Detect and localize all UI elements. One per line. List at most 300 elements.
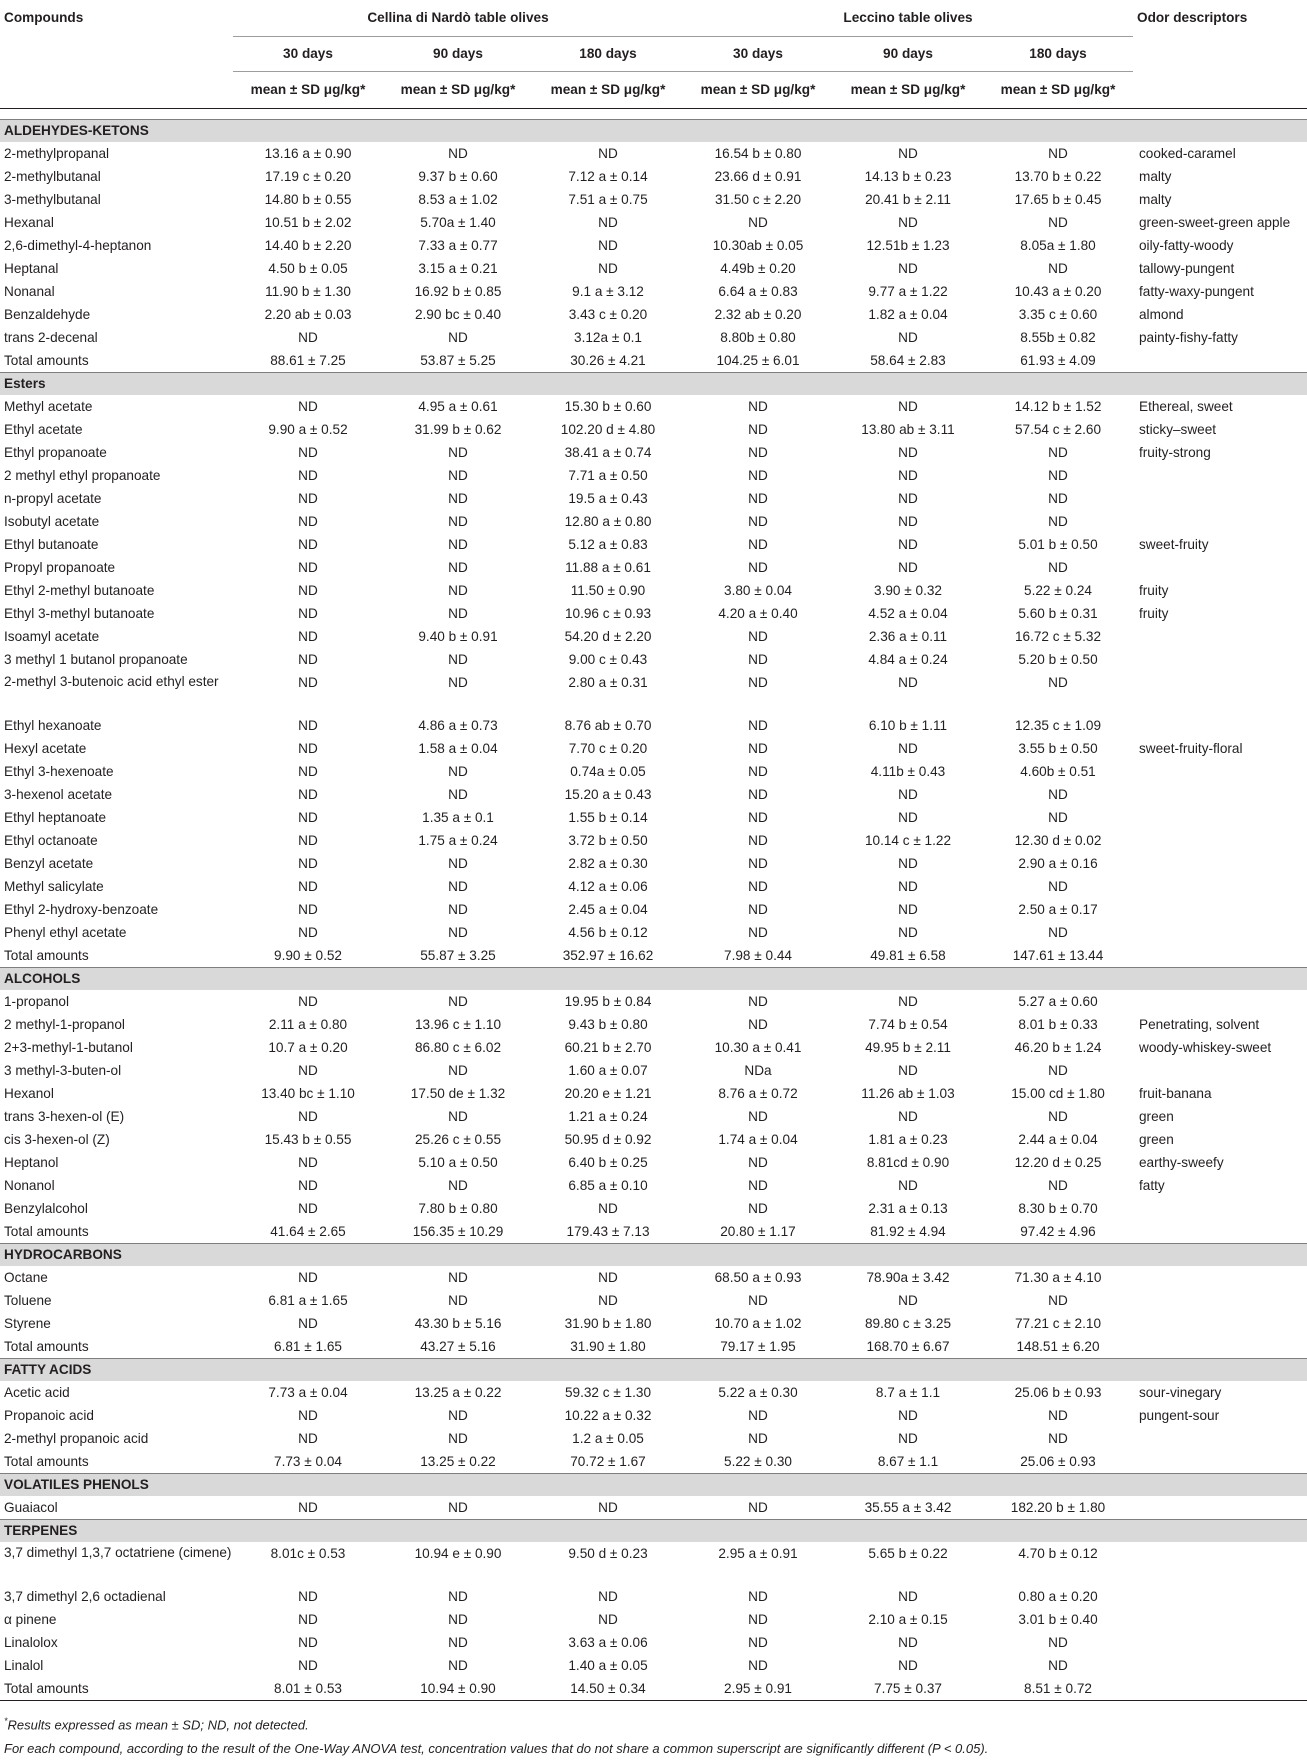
value-cell: 11.50 ± 0.90	[570, 583, 646, 598]
compound-name: Acetic acid	[4, 1385, 70, 1400]
value-cell: ND	[748, 741, 768, 756]
value-cell: 7.73 ± 0.04	[274, 1454, 342, 1469]
value-cell: ND	[298, 629, 318, 644]
value-cell: ND	[298, 741, 318, 756]
value-cell: ND	[748, 514, 768, 529]
header-spacer	[0, 109, 1307, 120]
odor-descriptor: painty-fishy-fatty	[1139, 330, 1238, 345]
value-cell: ND	[748, 399, 768, 414]
value-cell: ND	[748, 1589, 768, 1604]
value-cell: 7.70 c ± 0.20	[568, 741, 648, 756]
header-days: 30 days	[683, 37, 833, 72]
value-cell: ND	[898, 215, 918, 230]
value-cell: ND	[298, 675, 318, 690]
compound-name: 2 methyl-1-propanol	[4, 1017, 125, 1032]
table-row	[0, 303, 1307, 326]
compound-name: Ethyl 3-methyl butanoate	[4, 606, 155, 621]
value-cell: 147.61 ± 13.44	[1012, 948, 1104, 963]
value-cell: ND	[748, 560, 768, 575]
value-cell: 86.80 c ± 6.02	[414, 1040, 502, 1055]
odor-descriptor	[1133, 829, 1307, 852]
value-cell: 7.74 b ± 0.54	[868, 1017, 948, 1032]
table-row	[0, 852, 1307, 875]
section-title: TERPENES	[0, 1520, 1307, 1543]
section-title: Esters	[0, 373, 1307, 396]
value-cell: ND	[1048, 925, 1068, 940]
value-cell: ND	[748, 718, 768, 733]
odor-descriptor	[1133, 1059, 1307, 1082]
value-cell: 6.10 b ± 1.11	[868, 718, 948, 733]
value-cell: ND	[748, 537, 768, 552]
value-cell: 4.50 b ± 0.05	[268, 261, 348, 276]
table-row	[0, 990, 1307, 1013]
compound-name: 3 methyl 1 butanol propanoate	[4, 652, 188, 667]
value-cell: 43.30 b ± 5.16	[414, 1316, 502, 1331]
value-cell: 38.41 a ± 0.74	[564, 445, 652, 460]
value-cell: ND	[898, 1408, 918, 1423]
section-header-row	[0, 968, 1307, 991]
value-cell: ND	[898, 741, 918, 756]
value-cell: 79.17 ± 1.95	[720, 1339, 796, 1354]
value-cell: ND	[898, 1589, 918, 1604]
value-cell: 71.30 a ± 4.10	[1014, 1270, 1102, 1285]
odor-descriptor	[1133, 1335, 1307, 1359]
value-cell: ND	[1048, 1178, 1068, 1193]
value-cell: 3.55 b ± 0.50	[1018, 741, 1098, 756]
odor-descriptor	[1133, 1608, 1307, 1631]
compound-name: Hexyl acetate	[4, 741, 87, 756]
value-cell: ND	[898, 261, 918, 276]
value-cell: ND	[298, 330, 318, 345]
value-cell: 25.06 b ± 0.93	[1014, 1385, 1102, 1400]
odor-descriptor: fruit-banana	[1139, 1086, 1212, 1101]
header-days: 90 days	[383, 37, 533, 72]
table-row	[0, 1335, 1307, 1359]
value-cell: ND	[448, 1635, 468, 1650]
odor-descriptor	[1133, 1496, 1307, 1520]
table-row	[0, 1450, 1307, 1474]
compound-name: 3-methylbutanal	[4, 192, 101, 207]
value-cell: ND	[748, 1017, 768, 1032]
value-cell: 1.82 a ± 0.04	[868, 307, 948, 322]
footnote-text: Results expressed as mean ± SD; ND, not detected.	[7, 1717, 309, 1733]
value-cell: 5.01 b ± 0.50	[1018, 537, 1098, 552]
value-cell: 4.11b ± 0.43	[870, 764, 946, 779]
compound-name: 2 methyl ethyl propanoate	[4, 468, 161, 483]
value-cell: ND	[898, 1178, 918, 1193]
value-cell: 10.30ab ± 0.05	[712, 238, 804, 253]
table-row	[0, 829, 1307, 852]
value-cell: ND	[748, 856, 768, 871]
odor-descriptor: oily-fatty-woody	[1139, 238, 1234, 253]
value-cell: 15.20 a ± 0.43	[564, 787, 652, 802]
header-empty	[0, 72, 233, 109]
value-cell: ND	[898, 445, 918, 460]
value-cell: 50.95 d ± 0.92	[564, 1132, 652, 1147]
value-cell: ND	[748, 445, 768, 460]
value-cell: 9.90 ± 0.52	[274, 948, 342, 963]
compound-name: 2-methylbutanal	[4, 169, 101, 184]
value-cell: ND	[298, 560, 318, 575]
table-row	[0, 1677, 1307, 1701]
section-title: VOLATILES PHENOLS	[0, 1474, 1307, 1497]
value-cell: 13.96 c ± 1.10	[414, 1017, 502, 1032]
header-days: 90 days	[833, 37, 983, 72]
value-cell: ND	[298, 810, 318, 825]
odor-descriptor: fruity	[1139, 583, 1169, 598]
value-cell: 49.95 b ± 2.11	[865, 1040, 951, 1055]
value-cell: 9.90 a ± 0.52	[268, 422, 348, 437]
table-row	[0, 1105, 1307, 1128]
section-title: ALDEHYDES-KETONS	[0, 120, 1307, 143]
value-cell: 20.20 e ± 1.21	[564, 1086, 652, 1101]
odor-descriptor	[1133, 852, 1307, 875]
value-cell: 15.00 cd ± 1.80	[1011, 1086, 1105, 1101]
value-cell: ND	[898, 925, 918, 940]
compound-name: 3 methyl-3-buten-ol	[4, 1063, 122, 1078]
table-row	[0, 602, 1307, 625]
table-row	[0, 349, 1307, 373]
value-cell: 16.72 c ± 5.32	[1014, 629, 1102, 644]
value-cell: 4.60b ± 0.51	[1020, 764, 1096, 779]
value-cell: ND	[748, 833, 768, 848]
value-cell: 88.61 ± 7.25	[270, 353, 346, 368]
compound-name: Ethyl acetate	[4, 422, 83, 437]
value-cell: ND	[448, 879, 468, 894]
compound-name: Total amounts	[4, 1454, 89, 1469]
value-cell: ND	[598, 238, 618, 253]
value-cell: 3.80 ± 0.04	[724, 583, 792, 598]
value-cell: ND	[748, 675, 768, 690]
value-cell: ND	[298, 1500, 318, 1515]
value-cell: 78.90a ± 3.42	[866, 1270, 950, 1285]
table-row	[0, 188, 1307, 211]
header-days: 30 days	[233, 37, 383, 72]
compound-name: Total amounts	[4, 353, 89, 368]
value-cell: 13.80 ab ± 3.11	[861, 422, 955, 437]
value-cell: ND	[298, 1178, 318, 1193]
value-cell: 9.00 c ± 0.43	[568, 652, 648, 667]
section-title: FATTY ACIDS	[0, 1359, 1307, 1382]
value-cell: NDa	[744, 1063, 772, 1078]
odor-descriptor	[1133, 648, 1307, 671]
value-cell: 23.66 d ± 0.91	[714, 169, 802, 184]
table-row	[0, 714, 1307, 737]
value-cell: 53.87 ± 5.25	[420, 353, 496, 368]
value-cell: ND	[448, 856, 468, 871]
odor-descriptor	[1133, 875, 1307, 898]
value-cell: ND	[448, 1109, 468, 1124]
value-cell: ND	[448, 1431, 468, 1446]
value-cell: ND	[448, 1612, 468, 1627]
compound-name: Linalolox	[4, 1635, 58, 1650]
value-cell: 8.51 ± 0.72	[983, 1677, 1133, 1701]
value-cell: ND	[1048, 1109, 1068, 1124]
value-cell: ND	[898, 856, 918, 871]
value-cell: ND	[448, 514, 468, 529]
table-row	[0, 1266, 1307, 1289]
odor-descriptor: Penetrating, solvent	[1139, 1017, 1260, 1032]
value-cell: 3.01 b ± 0.40	[1018, 1612, 1098, 1627]
value-cell: ND	[1048, 1431, 1068, 1446]
value-cell: 5.65 b ± 0.22	[868, 1546, 948, 1561]
table-row	[0, 1542, 1307, 1585]
footnote-text: For each compound, according to the result of the One-Way ANOVA test, concentration values that do not share a common superscript are significantly different (P < 0.05).	[4, 1741, 989, 1757]
value-cell: 6.81 a ± 1.65	[268, 1293, 348, 1308]
odor-descriptor: fruity	[1139, 606, 1169, 621]
value-cell: ND	[898, 468, 918, 483]
value-cell: 8.30 b ± 0.70	[1018, 1201, 1098, 1216]
value-cell: ND	[898, 1109, 918, 1124]
table-row	[0, 1013, 1307, 1036]
compound-name: Ethyl heptanoate	[4, 810, 107, 825]
value-cell: ND	[448, 1063, 468, 1078]
value-cell: ND	[298, 718, 318, 733]
value-cell: 1.35 a ± 0.1	[422, 810, 494, 825]
compound-name: Total amounts	[4, 1339, 89, 1354]
table-row	[0, 1631, 1307, 1654]
value-cell: 7.80 b ± 0.80	[418, 1201, 498, 1216]
value-cell: 3.12a ± 0.1	[574, 330, 642, 345]
table-row	[0, 234, 1307, 257]
value-cell: 16.54 b ± 0.80	[714, 146, 802, 161]
compound-name: 2-methyl 3-butenoic acid ethyl ester	[4, 674, 219, 689]
value-cell: 11.26 ab ± 1.03	[861, 1086, 955, 1101]
header-empty	[1133, 72, 1307, 109]
table-row	[0, 579, 1307, 602]
compound-name: Ethyl butanoate	[4, 537, 99, 552]
compound-name: 2,6-dimethyl-4-heptanon	[4, 238, 152, 253]
value-cell: ND	[298, 1063, 318, 1078]
compound-name: 3,7 dimethyl 1,3,7 octatriene (cimene)	[4, 1545, 232, 1560]
table-row	[0, 1404, 1307, 1427]
value-cell: ND	[1048, 445, 1068, 460]
odor-descriptor: almond	[1139, 307, 1184, 322]
footnote-2	[4, 1739, 1307, 1759]
table-row	[0, 1197, 1307, 1220]
value-cell: 20.41 b ± 2.11	[865, 192, 951, 207]
value-cell: ND	[898, 1431, 918, 1446]
table-row	[0, 464, 1307, 487]
value-cell: ND	[1048, 560, 1068, 575]
odor-descriptor: Ethereal, sweet	[1139, 399, 1233, 414]
value-cell: 15.43 b ± 0.55	[264, 1132, 352, 1147]
value-cell: ND	[298, 902, 318, 917]
value-cell: 7.75 ± 0.37	[833, 1677, 983, 1701]
value-cell: ND	[448, 787, 468, 802]
odor-descriptor: sour-vinegary	[1139, 1385, 1222, 1400]
value-cell: ND	[448, 764, 468, 779]
value-cell: ND	[748, 652, 768, 667]
value-cell: 5.27 a ± 0.60	[1018, 994, 1098, 1009]
value-cell: ND	[748, 422, 768, 437]
value-cell: 3.72 b ± 0.50	[568, 833, 648, 848]
compound-name: α pinene	[4, 1612, 57, 1627]
value-cell: 9.50 d ± 0.23	[568, 1546, 648, 1561]
value-cell: ND	[1048, 810, 1068, 825]
value-cell: 20.80 ± 1.17	[720, 1224, 796, 1239]
odor-descriptor	[1133, 625, 1307, 648]
value-cell: 2.90 bc ± 0.40	[414, 307, 502, 322]
value-cell: ND	[748, 1293, 768, 1308]
compound-name: 3-hexenol acetate	[4, 787, 113, 802]
value-cell: 3.63 a ± 0.06	[568, 1635, 648, 1650]
value-cell: 2.44 a ± 0.04	[1018, 1132, 1098, 1147]
value-cell: ND	[448, 1178, 468, 1193]
value-cell: ND	[298, 445, 318, 460]
compound-name: Ethyl hexanoate	[4, 718, 102, 733]
value-cell: 68.50 a ± 0.93	[714, 1270, 802, 1285]
table-row	[0, 1220, 1307, 1244]
compound-name: Nonanol	[4, 1178, 55, 1193]
compound-name: Total amounts	[0, 1677, 233, 1701]
value-cell: ND	[298, 1270, 318, 1285]
value-cell: 3.90 ± 0.32	[874, 583, 942, 598]
value-cell: ND	[298, 1316, 318, 1331]
table-row	[0, 1151, 1307, 1174]
value-cell: 10.94 ± 0.90	[383, 1677, 533, 1701]
value-cell: ND	[1048, 146, 1068, 161]
value-cell: 0.74a ± 0.05	[570, 764, 646, 779]
value-cell: 3.35 c ± 0.60	[1018, 307, 1098, 322]
table-row	[0, 1585, 1307, 1608]
compound-name: Ethyl 2-hydroxy-benzoate	[4, 902, 159, 917]
value-cell: ND	[298, 1635, 318, 1650]
value-cell: 8.76 ab ± 0.70	[564, 718, 652, 733]
header-unit: mean ± SD μg/kg*	[683, 72, 833, 109]
value-cell: 1.75 a ± 0.24	[418, 833, 498, 848]
section-header-row	[0, 1359, 1307, 1382]
table-row	[0, 556, 1307, 579]
value-cell: 2.36 a ± 0.11	[868, 629, 948, 644]
value-cell: ND	[448, 583, 468, 598]
value-cell: 10.43 a ± 0.20	[1014, 284, 1102, 299]
value-cell: 13.70 b ± 0.22	[1014, 169, 1102, 184]
value-cell: ND	[748, 925, 768, 940]
header-empty	[0, 37, 233, 72]
value-cell: 102.20 d ± 4.80	[560, 422, 656, 437]
odor-descriptor: earthy-sweefy	[1139, 1155, 1224, 1170]
value-cell: 30.26 ± 4.21	[570, 353, 646, 368]
compound-name: trans 2-decenal	[4, 330, 98, 345]
value-cell: ND	[1048, 675, 1068, 690]
value-cell: 17.50 de ± 1.32	[410, 1086, 506, 1101]
odor-descriptor	[1133, 1542, 1307, 1585]
compound-name: Total amounts	[4, 1224, 89, 1239]
value-cell: 14.12 b ± 1.52	[1014, 399, 1102, 414]
value-cell: ND	[448, 1658, 468, 1673]
odor-descriptor	[1133, 1631, 1307, 1654]
value-cell: 8.01c ± 0.53	[270, 1546, 346, 1561]
value-cell: ND	[448, 560, 468, 575]
header-unit: mean ± SD μg/kg*	[833, 72, 983, 109]
value-cell: 2.90 a ± 0.16	[1018, 856, 1098, 871]
odor-descriptor: cooked-caramel	[1139, 146, 1236, 161]
value-cell: 14.80 b ± 0.55	[264, 192, 352, 207]
table-row	[0, 1496, 1307, 1520]
value-cell: 5.70a ± 1.40	[420, 215, 496, 230]
header-empty	[1133, 37, 1307, 72]
value-cell: ND	[298, 1155, 318, 1170]
value-cell: ND	[448, 468, 468, 483]
odor-descriptor	[1133, 1220, 1307, 1244]
header-compounds: Compounds	[4, 10, 84, 25]
value-cell: 9.40 b ± 0.91	[418, 629, 498, 644]
value-cell: ND	[748, 215, 768, 230]
value-cell: 10.96 c ± 0.93	[564, 606, 652, 621]
value-cell: 2.80 a ± 0.31	[568, 675, 648, 690]
value-cell: 10.7 a ± 0.20	[268, 1040, 348, 1055]
table-row	[0, 165, 1307, 188]
value-cell: 1.81 a ± 0.23	[868, 1132, 948, 1147]
compound-name: Nonanal	[4, 284, 55, 299]
value-cell: 59.32 c ± 1.30	[564, 1385, 652, 1400]
value-cell: ND	[298, 1612, 318, 1627]
value-cell: ND	[448, 445, 468, 460]
value-cell: 17.19 c ± 0.20	[264, 169, 352, 184]
value-cell: ND	[1048, 261, 1068, 276]
value-cell: ND	[748, 1408, 768, 1423]
value-cell: ND	[1048, 1063, 1068, 1078]
compound-name: Phenyl ethyl acetate	[4, 925, 127, 940]
header-days: 180 days	[533, 37, 683, 72]
table-row	[0, 395, 1307, 418]
odor-descriptor: green	[1139, 1132, 1174, 1147]
value-cell: 13.25 ± 0.22	[420, 1454, 496, 1469]
value-cell: ND	[298, 514, 318, 529]
value-cell: ND	[748, 1431, 768, 1446]
odor-descriptor: green-sweet-green apple	[1139, 215, 1291, 230]
value-cell: 12.51b ± 1.23	[866, 238, 950, 253]
table-row	[0, 441, 1307, 464]
header-unit: mean ± SD μg/kg*	[983, 72, 1133, 109]
compound-name: Heptanal	[4, 261, 59, 276]
value-cell: 8.67 ± 1.1	[877, 1454, 939, 1469]
value-cell: ND	[748, 491, 768, 506]
value-cell: 5.60 b ± 0.31	[1018, 606, 1098, 621]
value-cell: 10.94 e ± 0.90	[414, 1546, 502, 1561]
value-cell: ND	[448, 925, 468, 940]
table-row	[0, 783, 1307, 806]
odor-descriptor: sweet-fruity	[1139, 537, 1209, 552]
value-cell: ND	[298, 606, 318, 621]
value-cell: ND	[598, 215, 618, 230]
table-row	[0, 211, 1307, 234]
odor-descriptor	[1133, 1677, 1307, 1701]
compound-name: Ethyl propanoate	[4, 445, 107, 460]
compound-name: Linalol	[4, 1658, 44, 1673]
value-cell: 6.81 ± 1.65	[274, 1339, 342, 1354]
value-cell: 7.12 a ± 0.14	[568, 169, 648, 184]
footnotes	[0, 1711, 1307, 1759]
value-cell: 8.01 ± 0.53	[233, 1677, 383, 1701]
footnote-1	[4, 1711, 1307, 1735]
value-cell: 1.55 b ± 0.14	[568, 810, 648, 825]
odor-descriptor	[1133, 1312, 1307, 1335]
value-cell: 168.70 ± 6.67	[866, 1339, 950, 1354]
value-cell: 5.12 a ± 0.83	[568, 537, 648, 552]
value-cell: 57.54 c ± 2.60	[1014, 422, 1102, 437]
value-cell: 148.51 ± 6.20	[1016, 1339, 1100, 1354]
odor-descriptor	[1133, 1427, 1307, 1450]
header-odor-descriptors: Odor descriptors	[1137, 10, 1248, 25]
value-cell: 9.43 b ± 0.80	[568, 1017, 648, 1032]
odor-descriptor	[1133, 510, 1307, 533]
header-unit: mean ± SD μg/kg*	[533, 72, 683, 109]
compound-name: Methyl acetate	[4, 399, 93, 414]
value-cell: 5.22 ± 0.24	[1024, 583, 1092, 598]
value-cell: 54.20 d ± 2.20	[564, 629, 652, 644]
